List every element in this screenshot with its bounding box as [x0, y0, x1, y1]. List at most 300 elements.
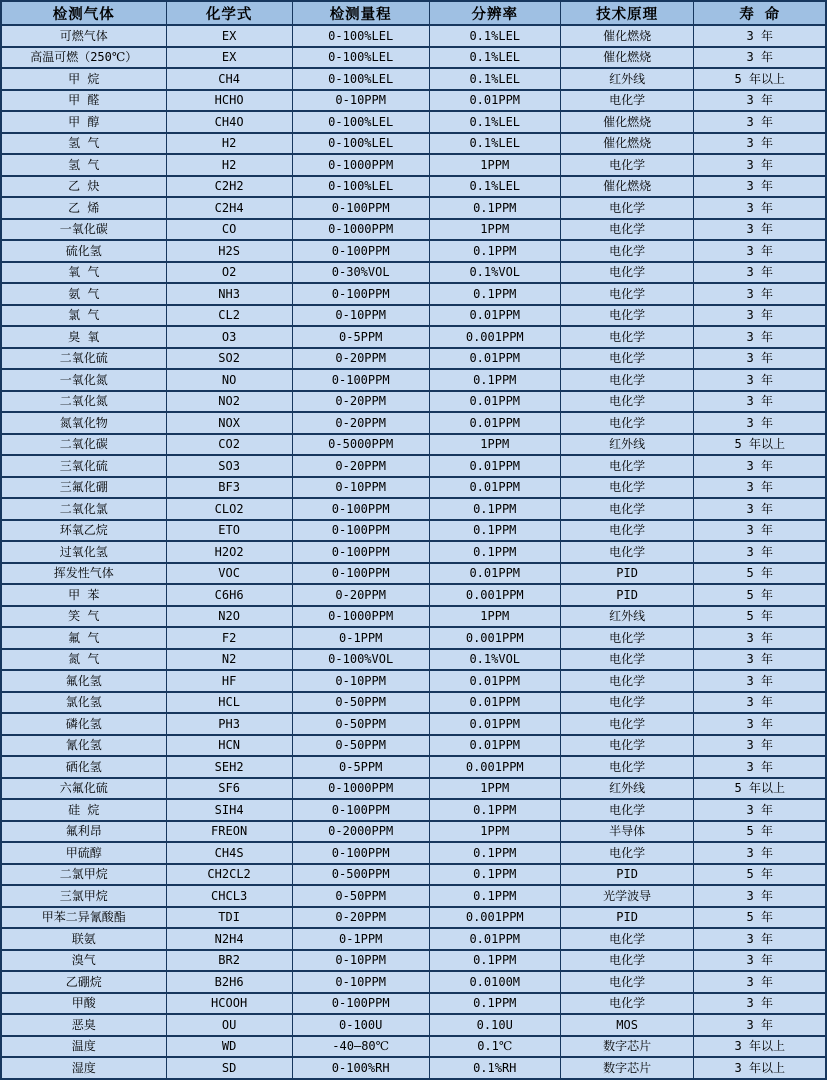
cell-chemical-formula: H2O2: [166, 541, 292, 563]
cell-chemical-formula: NO2: [166, 391, 292, 413]
cell-detection-range: 0-5PPM: [292, 756, 429, 778]
table-row: [1, 713, 826, 735]
cell-lifespan: 3 年: [694, 971, 826, 993]
cell-gas-name: 二氧化氮: [1, 391, 166, 413]
header-cell-gas: 检测气体: [1, 1, 166, 25]
cell-gas-name: 甲 醛: [1, 90, 166, 112]
table-row: [1, 627, 826, 649]
cell-chemical-formula: H2: [166, 133, 292, 155]
cell-resolution: 0.1PPM: [429, 283, 560, 305]
table-row: [1, 799, 826, 821]
table-row: [1, 520, 826, 542]
cell-detection-range: 0-500PPM: [292, 864, 429, 886]
table-row: [1, 477, 826, 499]
cell-technology: 电化学: [560, 799, 694, 821]
cell-technology: 催化燃烧: [560, 111, 694, 133]
cell-gas-name: 氮氧化物: [1, 412, 166, 434]
table-row: [1, 240, 826, 262]
table-row: [1, 993, 826, 1015]
cell-gas-name: 联氨: [1, 928, 166, 950]
cell-lifespan: 3 年: [694, 1014, 826, 1036]
cell-resolution: 0.1PPM: [429, 864, 560, 886]
cell-lifespan: 3 年: [694, 735, 826, 757]
cell-detection-range: 0-30%VOL: [292, 262, 429, 284]
cell-lifespan: 3 年: [694, 692, 826, 714]
cell-technology: 电化学: [560, 713, 694, 735]
cell-detection-range: 0-50PPM: [292, 885, 429, 907]
cell-lifespan: 3 年: [694, 541, 826, 563]
cell-resolution: 1PPM: [429, 778, 560, 800]
table-row: [1, 111, 826, 133]
cell-lifespan: 3 年: [694, 369, 826, 391]
cell-gas-name: 溴气: [1, 950, 166, 972]
cell-lifespan: 3 年: [694, 713, 826, 735]
cell-technology: 电化学: [560, 842, 694, 864]
cell-lifespan: 3 年: [694, 197, 826, 219]
cell-technology: 电化学: [560, 412, 694, 434]
cell-resolution: 0.1%LEL: [429, 133, 560, 155]
cell-resolution: 0.1PPM: [429, 885, 560, 907]
cell-lifespan: 3 年: [694, 305, 826, 327]
cell-resolution: 0.1PPM: [429, 842, 560, 864]
table-row: [1, 907, 826, 929]
cell-detection-range: 0-100%LEL: [292, 133, 429, 155]
table-row: [1, 563, 826, 585]
cell-lifespan: 3 年: [694, 111, 826, 133]
cell-detection-range: 0-100PPM: [292, 369, 429, 391]
cell-detection-range: 0-1000PPM: [292, 154, 429, 176]
cell-resolution: 0.1PPM: [429, 993, 560, 1015]
cell-gas-name: 三氯甲烷: [1, 885, 166, 907]
cell-technology: 电化学: [560, 197, 694, 219]
cell-chemical-formula: SEH2: [166, 756, 292, 778]
table-row: [1, 47, 826, 69]
cell-chemical-formula: ETO: [166, 520, 292, 542]
cell-detection-range: 0-10PPM: [292, 477, 429, 499]
cell-chemical-formula: H2S: [166, 240, 292, 262]
cell-technology: 电化学: [560, 928, 694, 950]
cell-lifespan: 3 年: [694, 326, 826, 348]
cell-chemical-formula: F2: [166, 627, 292, 649]
cell-lifespan: 3 年: [694, 627, 826, 649]
table-row: [1, 756, 826, 778]
cell-detection-range: 0-20PPM: [292, 584, 429, 606]
cell-resolution: 1PPM: [429, 434, 560, 456]
cell-gas-name: 氟化氢: [1, 670, 166, 692]
cell-chemical-formula: HF: [166, 670, 292, 692]
table-row: [1, 68, 826, 90]
cell-chemical-formula: CH2CL2: [166, 864, 292, 886]
table-row: [1, 326, 826, 348]
table-row: [1, 154, 826, 176]
cell-lifespan: 5 年: [694, 907, 826, 929]
cell-gas-name: 磷化氢: [1, 713, 166, 735]
header-cell-range: 检测量程: [292, 1, 429, 25]
cell-technology: 电化学: [560, 541, 694, 563]
cell-lifespan: 3 年以上: [694, 1057, 826, 1079]
cell-resolution: 0.1PPM: [429, 799, 560, 821]
cell-technology: MOS: [560, 1014, 694, 1036]
cell-chemical-formula: BR2: [166, 950, 292, 972]
cell-gas-name: 高温可燃（250℃）: [1, 47, 166, 69]
table-row: [1, 197, 826, 219]
cell-technology: 光学波导: [560, 885, 694, 907]
header-cell-principle: 技术原理: [560, 1, 694, 25]
table-row: [1, 971, 826, 993]
cell-technology: 催化燃烧: [560, 25, 694, 47]
cell-gas-name: 甲酸: [1, 993, 166, 1015]
cell-gas-name: 乙硼烷: [1, 971, 166, 993]
cell-lifespan: 3 年: [694, 262, 826, 284]
cell-resolution: 0.1%LEL: [429, 68, 560, 90]
table-row: [1, 670, 826, 692]
cell-technology: 电化学: [560, 219, 694, 241]
cell-technology: 电化学: [560, 649, 694, 671]
cell-gas-name: 二氧化氯: [1, 498, 166, 520]
table-row: [1, 821, 826, 843]
cell-detection-range: 0-50PPM: [292, 735, 429, 757]
cell-resolution: 0.01PPM: [429, 928, 560, 950]
cell-resolution: 0.01PPM: [429, 90, 560, 112]
cell-lifespan: 5 年: [694, 864, 826, 886]
cell-gas-name: 氢 气: [1, 133, 166, 155]
cell-gas-name: 过氧化氢: [1, 541, 166, 563]
table-row: [1, 412, 826, 434]
cell-lifespan: 5 年: [694, 563, 826, 585]
cell-technology: 电化学: [560, 455, 694, 477]
cell-resolution: 1PPM: [429, 606, 560, 628]
cell-technology: 电化学: [560, 305, 694, 327]
cell-detection-range: 0-100PPM: [292, 799, 429, 821]
cell-chemical-formula: SIH4: [166, 799, 292, 821]
cell-lifespan: 5 年: [694, 821, 826, 843]
cell-gas-name: 氯 气: [1, 305, 166, 327]
cell-resolution: 0.001PPM: [429, 627, 560, 649]
cell-technology: 红外线: [560, 606, 694, 628]
table-row: [1, 455, 826, 477]
table-row: [1, 25, 826, 47]
cell-gas-name: 六氟化硫: [1, 778, 166, 800]
cell-technology: 电化学: [560, 627, 694, 649]
cell-gas-name: 甲苯二异氰酸酯: [1, 907, 166, 929]
cell-detection-range: 0-20PPM: [292, 348, 429, 370]
cell-detection-range: 0-100%LEL: [292, 176, 429, 198]
cell-resolution: 0.10U: [429, 1014, 560, 1036]
cell-chemical-formula: CH4: [166, 68, 292, 90]
cell-chemical-formula: VOC: [166, 563, 292, 585]
table-row: [1, 842, 826, 864]
cell-detection-range: 0-1000PPM: [292, 219, 429, 241]
cell-technology: 电化学: [560, 735, 694, 757]
cell-chemical-formula: CH4O: [166, 111, 292, 133]
cell-technology: 电化学: [560, 692, 694, 714]
cell-chemical-formula: SD: [166, 1057, 292, 1079]
header-cell-resolution: 分辨率: [429, 1, 560, 25]
cell-technology: 电化学: [560, 326, 694, 348]
cell-technology: 数字芯片: [560, 1057, 694, 1079]
header-cell-formula: 化学式: [166, 1, 292, 25]
table-row: [1, 219, 826, 241]
cell-gas-name: 氮 气: [1, 649, 166, 671]
cell-gas-name: 一氧化碳: [1, 219, 166, 241]
cell-detection-range: 0-100PPM: [292, 541, 429, 563]
table-row: [1, 778, 826, 800]
cell-detection-range: 0-10PPM: [292, 305, 429, 327]
table-row: [1, 928, 826, 950]
cell-resolution: 0.0100M: [429, 971, 560, 993]
cell-resolution: 0.1PPM: [429, 197, 560, 219]
header-row: [1, 1, 826, 25]
table-row: [1, 541, 826, 563]
cell-detection-range: 0-100%LEL: [292, 68, 429, 90]
cell-lifespan: 3 年: [694, 154, 826, 176]
cell-gas-name: 可燃气体: [1, 25, 166, 47]
cell-chemical-formula: NH3: [166, 283, 292, 305]
cell-technology: 电化学: [560, 283, 694, 305]
cell-gas-name: 硅 烷: [1, 799, 166, 821]
cell-lifespan: 3 年: [694, 649, 826, 671]
cell-chemical-formula: N2H4: [166, 928, 292, 950]
cell-gas-name: 挥发性气体: [1, 563, 166, 585]
cell-technology: 电化学: [560, 520, 694, 542]
cell-lifespan: 3 年: [694, 412, 826, 434]
cell-resolution: 0.1℃: [429, 1036, 560, 1058]
cell-technology: 电化学: [560, 971, 694, 993]
cell-technology: PID: [560, 864, 694, 886]
cell-lifespan: 3 年: [694, 520, 826, 542]
cell-gas-name: 甲 醇: [1, 111, 166, 133]
cell-technology: PID: [560, 907, 694, 929]
cell-chemical-formula: C2H4: [166, 197, 292, 219]
cell-lifespan: 3 年: [694, 993, 826, 1015]
cell-gas-name: 笑 气: [1, 606, 166, 628]
cell-lifespan: 5 年以上: [694, 434, 826, 456]
cell-resolution: 0.01PPM: [429, 391, 560, 413]
cell-gas-name: 氢 气: [1, 154, 166, 176]
cell-lifespan: 3 年: [694, 498, 826, 520]
table-row: [1, 584, 826, 606]
cell-technology: 红外线: [560, 778, 694, 800]
cell-gas-name: 二氧化硫: [1, 348, 166, 370]
cell-detection-range: 0-1000PPM: [292, 778, 429, 800]
cell-chemical-formula: N2O: [166, 606, 292, 628]
cell-chemical-formula: SF6: [166, 778, 292, 800]
cell-detection-range: 0-10PPM: [292, 90, 429, 112]
cell-gas-name: 温度: [1, 1036, 166, 1058]
cell-lifespan: 3 年以上: [694, 1036, 826, 1058]
cell-technology: 催化燃烧: [560, 47, 694, 69]
table-row: [1, 1057, 826, 1079]
cell-detection-range: 0-20PPM: [292, 455, 429, 477]
cell-gas-name: 甲硫醇: [1, 842, 166, 864]
cell-lifespan: 5 年以上: [694, 778, 826, 800]
cell-detection-range: 0-100PPM: [292, 283, 429, 305]
cell-technology: 电化学: [560, 90, 694, 112]
cell-resolution: 1PPM: [429, 219, 560, 241]
cell-technology: 红外线: [560, 68, 694, 90]
cell-chemical-formula: NO: [166, 369, 292, 391]
cell-lifespan: 3 年: [694, 950, 826, 972]
table-row: [1, 369, 826, 391]
cell-chemical-formula: C2H2: [166, 176, 292, 198]
cell-lifespan: 5 年: [694, 606, 826, 628]
cell-lifespan: 3 年: [694, 799, 826, 821]
cell-chemical-formula: CHCL3: [166, 885, 292, 907]
cell-detection-range: 0-1PPM: [292, 627, 429, 649]
cell-resolution: 0.1%LEL: [429, 111, 560, 133]
cell-lifespan: 5 年: [694, 584, 826, 606]
cell-detection-range: -40—80℃: [292, 1036, 429, 1058]
cell-chemical-formula: PH3: [166, 713, 292, 735]
cell-detection-range: 0-100PPM: [292, 993, 429, 1015]
cell-chemical-formula: EX: [166, 25, 292, 47]
cell-gas-name: 氯化氢: [1, 692, 166, 714]
table-row: [1, 864, 826, 886]
cell-chemical-formula: HCOOH: [166, 993, 292, 1015]
cell-lifespan: 3 年: [694, 219, 826, 241]
cell-detection-range: 0-2000PPM: [292, 821, 429, 843]
table-row: [1, 950, 826, 972]
cell-detection-range: 0-20PPM: [292, 907, 429, 929]
cell-detection-range: 0-100U: [292, 1014, 429, 1036]
cell-detection-range: 0-100%LEL: [292, 25, 429, 47]
cell-lifespan: 3 年: [694, 176, 826, 198]
cell-lifespan: 3 年: [694, 885, 826, 907]
cell-resolution: 0.01PPM: [429, 692, 560, 714]
cell-gas-name: 三氟化硼: [1, 477, 166, 499]
cell-chemical-formula: TDI: [166, 907, 292, 929]
cell-detection-range: 0-10PPM: [292, 950, 429, 972]
cell-resolution: 0.1%LEL: [429, 25, 560, 47]
cell-lifespan: 3 年: [694, 477, 826, 499]
cell-chemical-formula: EX: [166, 47, 292, 69]
cell-gas-name: 臭 氧: [1, 326, 166, 348]
table-body: [1, 25, 826, 1079]
cell-chemical-formula: HCL: [166, 692, 292, 714]
cell-chemical-formula: HCN: [166, 735, 292, 757]
cell-chemical-formula: BF3: [166, 477, 292, 499]
cell-resolution: 0.1PPM: [429, 369, 560, 391]
table-row: [1, 262, 826, 284]
cell-technology: 电化学: [560, 369, 694, 391]
table-row: [1, 348, 826, 370]
table-row: [1, 90, 826, 112]
cell-technology: 电化学: [560, 670, 694, 692]
cell-resolution: 0.001PPM: [429, 326, 560, 348]
table-row: [1, 434, 826, 456]
cell-resolution: 0.1PPM: [429, 240, 560, 262]
cell-technology: 红外线: [560, 434, 694, 456]
cell-gas-name: 氟利昂: [1, 821, 166, 843]
cell-detection-range: 0-5PPM: [292, 326, 429, 348]
cell-lifespan: 3 年: [694, 25, 826, 47]
cell-detection-range: 0-100PPM: [292, 842, 429, 864]
cell-technology: 半导体: [560, 821, 694, 843]
cell-gas-name: 环氧乙烷: [1, 520, 166, 542]
cell-gas-name: 二氯甲烷: [1, 864, 166, 886]
cell-technology: 电化学: [560, 240, 694, 262]
cell-gas-name: 氰化氢: [1, 735, 166, 757]
cell-technology: 电化学: [560, 498, 694, 520]
cell-resolution: 0.1PPM: [429, 520, 560, 542]
table-row: [1, 735, 826, 757]
cell-chemical-formula: CL2: [166, 305, 292, 327]
cell-chemical-formula: FREON: [166, 821, 292, 843]
cell-detection-range: 0-10PPM: [292, 670, 429, 692]
cell-detection-range: 0-1PPM: [292, 928, 429, 950]
cell-gas-name: 氨 气: [1, 283, 166, 305]
table-row: [1, 692, 826, 714]
cell-resolution: 1PPM: [429, 821, 560, 843]
table-row: [1, 649, 826, 671]
table-row: [1, 305, 826, 327]
cell-technology: 电化学: [560, 154, 694, 176]
cell-lifespan: 3 年: [694, 756, 826, 778]
cell-gas-name: 氧 气: [1, 262, 166, 284]
cell-resolution: 0.1PPM: [429, 541, 560, 563]
cell-chemical-formula: HCHO: [166, 90, 292, 112]
cell-gas-name: 硫化氢: [1, 240, 166, 262]
cell-detection-range: 0-20PPM: [292, 391, 429, 413]
cell-gas-name: 甲 烷: [1, 68, 166, 90]
cell-detection-range: 0-100PPM: [292, 563, 429, 585]
cell-chemical-formula: CO2: [166, 434, 292, 456]
cell-resolution: 0.1%VOL: [429, 649, 560, 671]
table-row: [1, 391, 826, 413]
header-cell-life: 寿 命: [694, 1, 826, 25]
cell-chemical-formula: O2: [166, 262, 292, 284]
cell-technology: 电化学: [560, 262, 694, 284]
cell-resolution: 0.001PPM: [429, 756, 560, 778]
table-row: [1, 133, 826, 155]
cell-technology: PID: [560, 584, 694, 606]
table-row: [1, 498, 826, 520]
cell-gas-name: 硒化氢: [1, 756, 166, 778]
cell-detection-range: 0-50PPM: [292, 713, 429, 735]
cell-lifespan: 3 年: [694, 283, 826, 305]
cell-resolution: 0.001PPM: [429, 907, 560, 929]
cell-gas-name: 甲 苯: [1, 584, 166, 606]
cell-detection-range: 0-20PPM: [292, 412, 429, 434]
table-header: [1, 1, 826, 25]
cell-technology: 电化学: [560, 477, 694, 499]
cell-chemical-formula: B2H6: [166, 971, 292, 993]
cell-chemical-formula: C6H6: [166, 584, 292, 606]
cell-resolution: 0.1%RH: [429, 1057, 560, 1079]
cell-resolution: 0.01PPM: [429, 563, 560, 585]
cell-gas-name: 三氧化硫: [1, 455, 166, 477]
cell-resolution: 0.01PPM: [429, 348, 560, 370]
cell-chemical-formula: NOX: [166, 412, 292, 434]
cell-chemical-formula: SO2: [166, 348, 292, 370]
table-row: [1, 176, 826, 198]
cell-technology: 电化学: [560, 993, 694, 1015]
table-row: [1, 1036, 826, 1058]
cell-lifespan: 3 年: [694, 90, 826, 112]
cell-lifespan: 3 年: [694, 670, 826, 692]
cell-detection-range: 0-100%VOL: [292, 649, 429, 671]
cell-resolution: 1PPM: [429, 154, 560, 176]
cell-lifespan: 3 年: [694, 391, 826, 413]
cell-gas-name: 湿度: [1, 1057, 166, 1079]
cell-detection-range: 0-5000PPM: [292, 434, 429, 456]
cell-technology: 电化学: [560, 950, 694, 972]
cell-resolution: 0.01PPM: [429, 735, 560, 757]
cell-chemical-formula: CO: [166, 219, 292, 241]
table-row: [1, 885, 826, 907]
cell-chemical-formula: O3: [166, 326, 292, 348]
cell-technology: 催化燃烧: [560, 133, 694, 155]
